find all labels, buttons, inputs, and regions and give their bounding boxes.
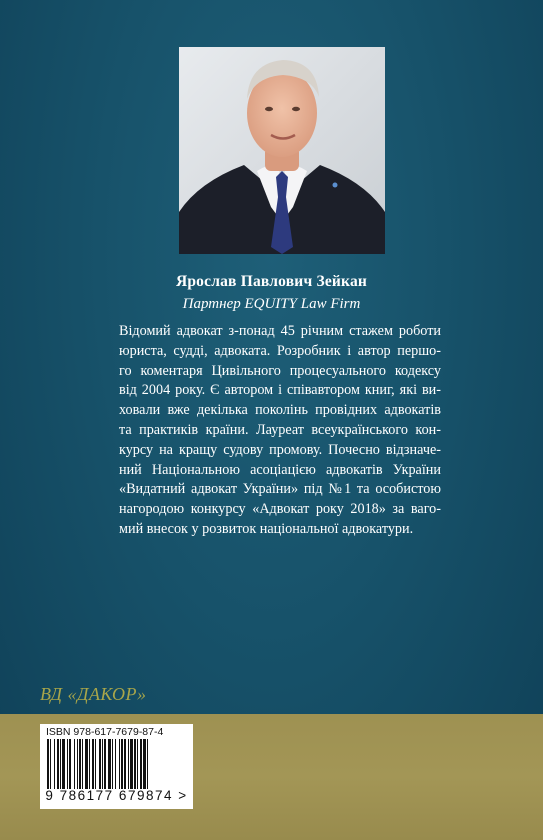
barcode-bar: [69, 739, 71, 789]
barcode-bar: [74, 739, 75, 789]
bio-line: від 2004 року. Є автором і співавтором книг, які ви-: [119, 382, 441, 399]
bio-line: та практиків країни. Лауреат всеукраїнського кон-: [119, 421, 441, 438]
barcode-bar: [47, 739, 49, 789]
author-portrait: [179, 47, 385, 254]
barcode-bar: [108, 739, 111, 789]
ean-13-barcode-icon: [46, 739, 188, 789]
bio-line: ний Національною асоціацією адвокатів України: [119, 461, 441, 478]
isbn-text: ISBN 978-617-7679-87-4: [46, 726, 164, 738]
barcode-bar: [112, 739, 113, 789]
bio-line: ховали вже декілька поколінь провідних адвокатів: [119, 402, 441, 419]
barcode-bar: [92, 739, 94, 789]
author-role: Партнер EQUITY Law Firm: [182, 296, 361, 312]
barcode-bar: [99, 739, 101, 789]
barcode-bar: [60, 739, 61, 789]
bio-line: го коментаря Цивільного процесуального кодексу: [119, 362, 441, 379]
barcode-bar: [85, 739, 88, 789]
barcode-digits: 9 786177 679874 >: [45, 788, 188, 803]
bio-line: Відомий адвокат з-понад 45 річним стажем роботи: [119, 323, 441, 339]
barcode-bar: [104, 739, 106, 789]
barcode-bar: [54, 739, 55, 789]
publisher-logo: ВД «ДАКОР»: [40, 684, 147, 704]
barcode-bar: [143, 739, 146, 789]
bio-line: «Видатний адвокат України» під №1 та особистою: [119, 481, 441, 498]
bio-line: нагородою конкурсу «Адвокат року 2018» за ваго-: [119, 501, 441, 518]
barcode-bar: [130, 739, 133, 789]
barcode-bar: [57, 739, 59, 789]
barcode-bar: [62, 739, 65, 789]
barcode-bar: [121, 739, 123, 789]
bio-line: курсу на кращу судову промову. Почесно відзначе-: [119, 441, 441, 458]
barcode-bar: [102, 739, 103, 789]
barcode-bar: [147, 739, 148, 789]
barcode-bar: [50, 739, 51, 789]
barcode-bar: [140, 739, 142, 789]
barcode-bar: [77, 739, 78, 789]
barcode-bar: [79, 739, 81, 789]
barcode-bar: [134, 739, 136, 789]
author-name: Ярослав Павлович Зейкан: [175, 273, 368, 290]
barcode-bar: [128, 739, 129, 789]
barcode-bar: [89, 739, 90, 789]
barcode-panel: [40, 724, 193, 809]
barcode-bar: [124, 739, 126, 789]
barcode-bar: [115, 739, 116, 789]
bio-line: мий внесок у розвиток національної адвокатури.: [119, 520, 414, 537]
barcode-bar: [95, 739, 96, 789]
bio-line: юриста, судді, адвоката. Розробник і автор першо-: [119, 342, 441, 359]
barcode-bar: [82, 739, 83, 789]
barcode-bar: [119, 739, 120, 789]
author-bio: [119, 322, 441, 540]
barcode-bar: [137, 739, 138, 789]
barcode-bar: [67, 739, 68, 789]
author-portrait-photo-icon: [179, 47, 385, 254]
